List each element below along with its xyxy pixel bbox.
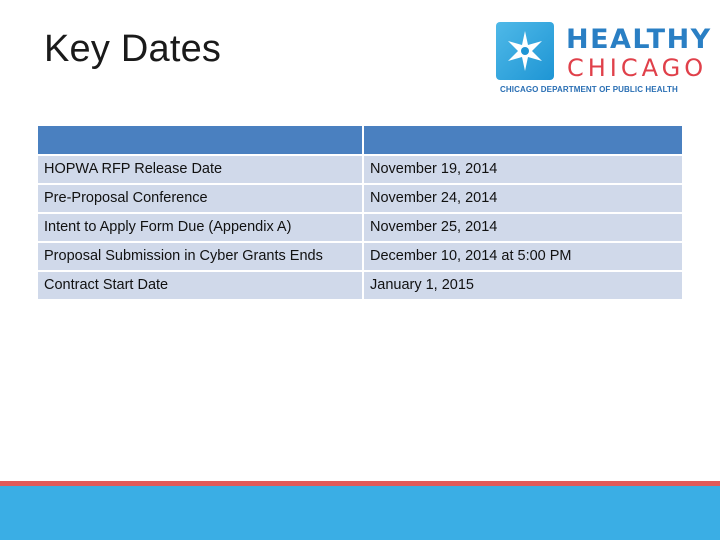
date-cell: November 24, 2014 [363, 184, 683, 213]
logo-wordmark-chicago: CHICAGO [567, 54, 708, 82]
table-row [37, 184, 683, 213]
event-cell: Contract Start Date [37, 271, 363, 300]
table-row [37, 213, 683, 242]
date-cell: January 1, 2015 [363, 271, 683, 300]
logo-department-name: CHICAGO DEPARTMENT OF PUBLIC HEALTH [500, 85, 678, 94]
event-cell: Intent to Apply Form Due (Appendix A) [37, 213, 363, 242]
table-row [37, 155, 683, 184]
key-dates-table [36, 124, 684, 301]
logo-badge [496, 22, 554, 80]
slide-title: Key Dates [44, 28, 222, 70]
event-cell: Proposal Submission in Cyber Grants Ends [37, 242, 363, 271]
date-cell: November 25, 2014 [363, 213, 683, 242]
event-cell: Pre-Proposal Conference [37, 184, 363, 213]
date-cell: November 19, 2014 [363, 155, 683, 184]
table-header-date [363, 125, 683, 155]
date-cell: December 10, 2014 at 5:00 PM [363, 242, 683, 271]
table-header-row [37, 125, 683, 155]
table-row [37, 242, 683, 271]
table-row [37, 271, 683, 300]
healthy-chicago-logo [496, 22, 712, 98]
chicago-star-icon [496, 22, 554, 80]
event-cell: HOPWA RFP Release Date [37, 155, 363, 184]
table-header-event [37, 125, 363, 155]
footer-band [0, 486, 720, 540]
logo-wordmark-healthy: HEALTHY [566, 24, 712, 55]
